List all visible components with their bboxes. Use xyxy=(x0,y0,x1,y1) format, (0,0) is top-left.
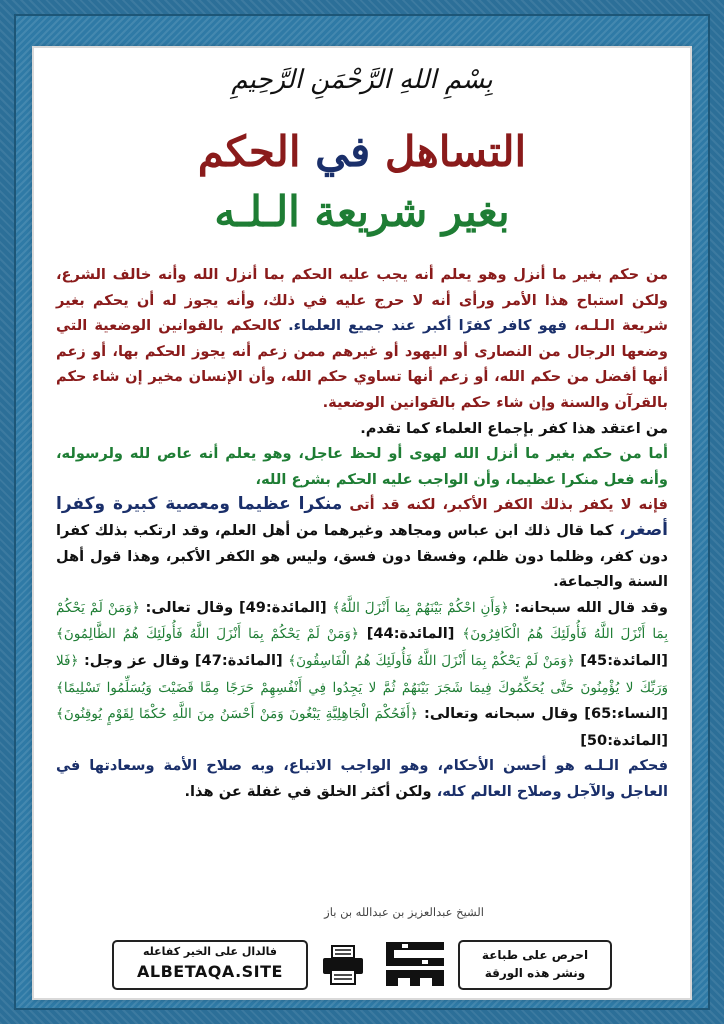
dawah-paper-logo xyxy=(380,936,450,990)
quran-verse-3: ﴿وَمَنْ لَمْ يَحْكُمْ بِمَا أَنْزَلَ اللَّهُ فَأُولَئِكَ هُمُ الظَّالِمُونَ﴾ xyxy=(56,626,359,643)
paragraph-6-text-b: ولكن أكثر الخلق في غفلة عن هذا. xyxy=(184,782,432,800)
page-title-line2: بغير شريعة الـلـه xyxy=(214,187,510,236)
quran-connector-2: وقال عز وجل: xyxy=(83,651,190,669)
paragraph-5-quran xyxy=(56,595,668,754)
footer-motto: فالدال على الخير كفاعله xyxy=(142,945,278,958)
title-word-1: التساهل xyxy=(384,127,527,176)
quran-verse-4: ﴿وَمَنْ لَمْ يَحْكُمْ بِمَا أَنْزَلَ اللَّهُ فَأُولَئِكَ هُمُ الْفَاسِقُونَ﴾ xyxy=(288,652,575,669)
document-page xyxy=(34,48,690,998)
quran-ref-1: [المائدة:49] xyxy=(238,598,327,616)
quran-ref-4: [المائدة:47] xyxy=(194,651,283,669)
paragraph-3: أما من حكم بغير ما أنزل الله لهوى أو لحظ عاجل، وهو يعلم أنه عاص لله ولرسوله، وأنه فعل منكرا عظيما، وأن الواجب عليه الحكم بشرع الله، xyxy=(56,445,668,488)
author-signature: الشيخ عبدالعزيز بن عبدالله بن باز xyxy=(324,905,484,919)
quran-ref-2: [المائدة:44] xyxy=(366,625,455,643)
paragraph-4-text-a: فإنه لا يكفر بذلك الكفر الأكبر، لكنه قد أتى xyxy=(349,496,668,514)
paragraph-1-text-c: كالحكم بالقوانين الوضعية التي وضعها الرجال من النصارى أو اليهود أو غيرهم ممن زعم أنه يجوز الحكم بها، أو زعم أنها أفضل من حكم الله، أو زعم أنها تساوي حكم الله، وأن الإنسان مخير إن شاء حكم بالقرآن والسنة وإن شاء حكم بالقوانين الوضعية. xyxy=(56,317,668,411)
website-box xyxy=(112,940,308,990)
quran-connector-1: وقال تعالى: xyxy=(145,598,234,616)
paragraph-1-text-b: فهو كافر كفرًا أكبر عند جميع العلماء. xyxy=(288,317,567,335)
quran-ref-6: [المائدة:50] xyxy=(580,731,668,749)
paragraph-1-text-a: من حكم بغير ما أنزل وهو يعلم أنه يجب عليه الحكم بما أنزل الله وأنه خالف الشرع، ولكن استباح هذا الأمر ورأى أنه لا حرج عليه في ذلك، وأنه يجوز له أن يحكم بغير شريعة الـلـه، xyxy=(56,266,668,335)
paragraph-6-text-a: فحكم الـلـه هو أحسن الأحكام، وهو الواجب الاتباع، وبه صلاح الأمة وسعادتها في العاجل والآجل وصلاح العالم كله، xyxy=(56,757,668,800)
print-callout-line1: احرص على طباعة xyxy=(481,948,589,962)
print-share-box xyxy=(458,940,612,990)
paragraph-4-text-c: كما قال ذلك ابن عباس ومجاهد وغيرهما من أهل العلم، وقد ارتكب بذلك كفرا دون كفر، وظلما دون ظلم، وفسقا دون فسق، وليس هو الكفر الأكبر، وهذا قول أهل السنة والجماعة. xyxy=(56,521,668,591)
quran-ref-5: [النساء:65] xyxy=(584,705,668,723)
title-word-2: في xyxy=(315,127,371,176)
printer-icon xyxy=(320,944,366,986)
page-title-line1 xyxy=(34,126,690,178)
article-body xyxy=(56,262,668,804)
paragraph-6 xyxy=(56,753,668,804)
quran-verse-2: ﴿وَمَنْ لَمْ يَحْكُمْ بِمَا أَنْزَلَ اللَّهُ فَأُولَئِكَ هُمُ الْكَافِرُونَ﴾ xyxy=(56,599,668,643)
print-callout-line2: ونشر هذه الورقة xyxy=(484,966,586,980)
paragraph-1 xyxy=(56,262,668,416)
website-link[interactable]: ALBETAQA.SITE xyxy=(137,962,283,981)
title-word-3: الحكم xyxy=(197,127,301,176)
quran-verse-6: ﴿أَفَحُكْمَ الْجَاهِلِيَّةِ يَبْغُونَ وَمَنْ أَحْسَنُ مِنَ اللَّهِ حُكْمًا لِقَوْمٍ يُوقِنُونَ﴾ xyxy=(56,706,418,723)
paragraph-4-text-b: منكرا عظيما ومعصية كبيرة وكفرا أصغر، xyxy=(56,494,668,540)
quran-verse-1: ﴿وَأَنِ احْكُمْ بَيْنَهُمْ بِمَا أَنْزَلَ اللَّهُ﴾ xyxy=(332,599,509,616)
footer xyxy=(112,936,612,990)
paragraph-2: من اعتقد هذا كفر بإجماع العلماء كما تقدم. xyxy=(360,419,668,437)
quran-connector-3: وقال سبحانه وتعالى: xyxy=(424,705,579,723)
quran-intro: وقد قال الله سبحانه: xyxy=(514,598,668,616)
quran-ref-3: [المائدة:45] xyxy=(580,651,668,669)
quran-verse-5: ﴿فَلا وَرَبِّكَ لا يُؤْمِنُونَ حَتَّى يُحَكِّمُوكَ فِيمَا شَجَرَ بَيْنَهُمْ ثُمَّ لا يَجِدُوا فِي أَنْفُسِهِمْ حَرَجًا مِمَّا قَضَيْتَ وَيُسَلِّمُوا تَسْلِيمًا﴾ xyxy=(56,652,668,696)
basmala-calligraphy: بِسْمِ اللهِ الرَّحْمَنِ الرَّحِيمِ xyxy=(231,65,493,95)
paragraph-4 xyxy=(56,492,668,594)
